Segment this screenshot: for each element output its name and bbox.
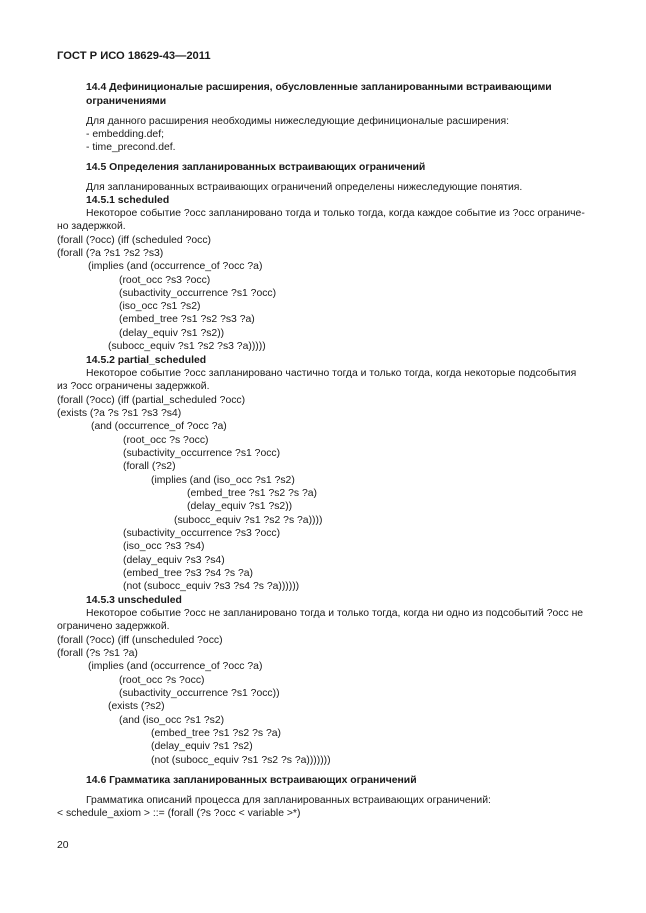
section-heading-14-6: 14.6 Грамматика запланированных встраивающих ограничений (86, 775, 417, 786)
code-line: (subocc_equiv ?s1 ?s2 ?s ?a)))) (174, 515, 323, 526)
code-line: (delay_equiv ?s3 ?s4) (123, 555, 225, 566)
code-line: (delay_equiv ?s1 ?s2)) (119, 328, 225, 339)
code-line: (root_occ ?s ?occ) (123, 435, 209, 446)
paragraph: Некоторое событие ?occ запланировано частично тогда и только тогда, когда некоторые подсобытия (86, 368, 577, 379)
code-line: (implies (and (occurrence_of ?occ ?a) (88, 661, 263, 672)
paragraph: Для данного расширения необходимы нижеследующие дефиниционалые расширения: (86, 116, 509, 127)
code-line: (and (occurrence_of ?occ ?a) (91, 421, 227, 432)
paragraph-cont: ограничено задержкой. (57, 621, 170, 632)
paragraph-cont: из ?occ ограничены задержкой. (57, 381, 210, 392)
subsection-heading-14-5-3: 14.5.3 unscheduled (86, 595, 182, 606)
code-line: (root_occ ?s3 ?occ) (119, 275, 211, 286)
document-id: ГОСТ Р ИСО 18629-43—2011 (57, 50, 211, 62)
code-line: (forall (?s ?s1 ?a) (57, 648, 138, 659)
code-line: (exists (?a ?s ?s1 ?s3 ?s4) (57, 408, 182, 419)
list-item: - embedding.def; (86, 129, 164, 140)
code-line: (delay_equiv ?s1 ?s2)) (187, 501, 293, 512)
code-line: (iso_occ ?s1 ?s2) (119, 301, 201, 312)
code-line: (implies (and (iso_occ ?s1 ?s2) (151, 475, 295, 486)
paragraph: Некоторое событие ?occ не запланировано тогда и только тогда, когда ни одно из подсобытий ?occ не (86, 608, 584, 619)
page-number: 20 (57, 840, 69, 851)
section-heading-14-5: 14.5 Определения запланированных встраивающих ограничений (86, 162, 426, 173)
code-line: (embed_tree ?s1 ?s2 ?s ?a) (187, 488, 317, 499)
code-line: (subactivity_occurrence ?s1 ?occ)) (119, 688, 280, 699)
section-heading-14-4-cont: ограничениями (86, 96, 167, 107)
code-line: (not (subocc_equiv ?s3 ?s4 ?s ?a)))))) (123, 581, 300, 592)
code-line: (subactivity_occurrence ?s3 ?occ) (123, 528, 281, 539)
paragraph: Для запланированных встраивающих ограничений определены нижеследующие понятия. (86, 182, 523, 193)
code-line: (embed_tree ?s1 ?s2 ?s ?a) (151, 728, 281, 739)
code-line: (forall (?occ) (iff (unscheduled ?occ) (57, 635, 223, 646)
list-item: - time_precond.def. (86, 142, 176, 153)
code-line: < schedule_axiom > ::= (forall (?s ?occ < variable >*) (57, 808, 301, 819)
paragraph-cont: но задержкой. (57, 221, 126, 232)
code-line: (and (iso_occ ?s1 ?s2) (119, 715, 225, 726)
paragraph: Грамматика описаний процесса для запланированных встраивающих ограничений: (86, 795, 491, 806)
code-line: (subactivity_occurrence ?s1 ?occ) (119, 288, 277, 299)
paragraph: Некоторое событие ?occ запланировано тогда и только тогда, когда каждое событие из ?occ ограниче- (86, 208, 585, 219)
code-line: (root_occ ?s ?occ) (119, 675, 205, 686)
code-line: (forall (?a ?s1 ?s2 ?s3) (57, 248, 164, 259)
code-line: (delay_equiv ?s1 ?s2) (151, 741, 253, 752)
code-line: (implies (and (occurrence_of ?occ ?a) (88, 261, 263, 272)
code-line: (iso_occ ?s3 ?s4) (123, 541, 205, 552)
code-line: (not (subocc_equiv ?s1 ?s2 ?s ?a))))))) (151, 755, 331, 766)
code-line: (subocc_equiv ?s1 ?s2 ?s3 ?a))))) (108, 341, 266, 352)
section-heading-14-4: 14.4 Дефиниционалые расширения, обусловленные запланированными встраивающими (86, 82, 552, 93)
subsection-heading-14-5-1: 14.5.1 scheduled (86, 195, 170, 206)
code-line: (embed_tree ?s1 ?s2 ?s3 ?a) (119, 314, 255, 325)
subsection-heading-14-5-2: 14.5.2 partial_scheduled (86, 355, 207, 366)
code-line: (embed_tree ?s3 ?s4 ?s ?a) (123, 568, 253, 579)
code-line: (forall (?occ) (iff (scheduled ?occ) (57, 235, 211, 246)
code-line: (forall (?s2) (123, 461, 176, 472)
code-line: (subactivity_occurrence ?s1 ?occ) (123, 448, 281, 459)
code-line: (forall (?occ) (iff (partial_scheduled ?occ) (57, 395, 246, 406)
code-line: (exists (?s2) (108, 701, 165, 712)
